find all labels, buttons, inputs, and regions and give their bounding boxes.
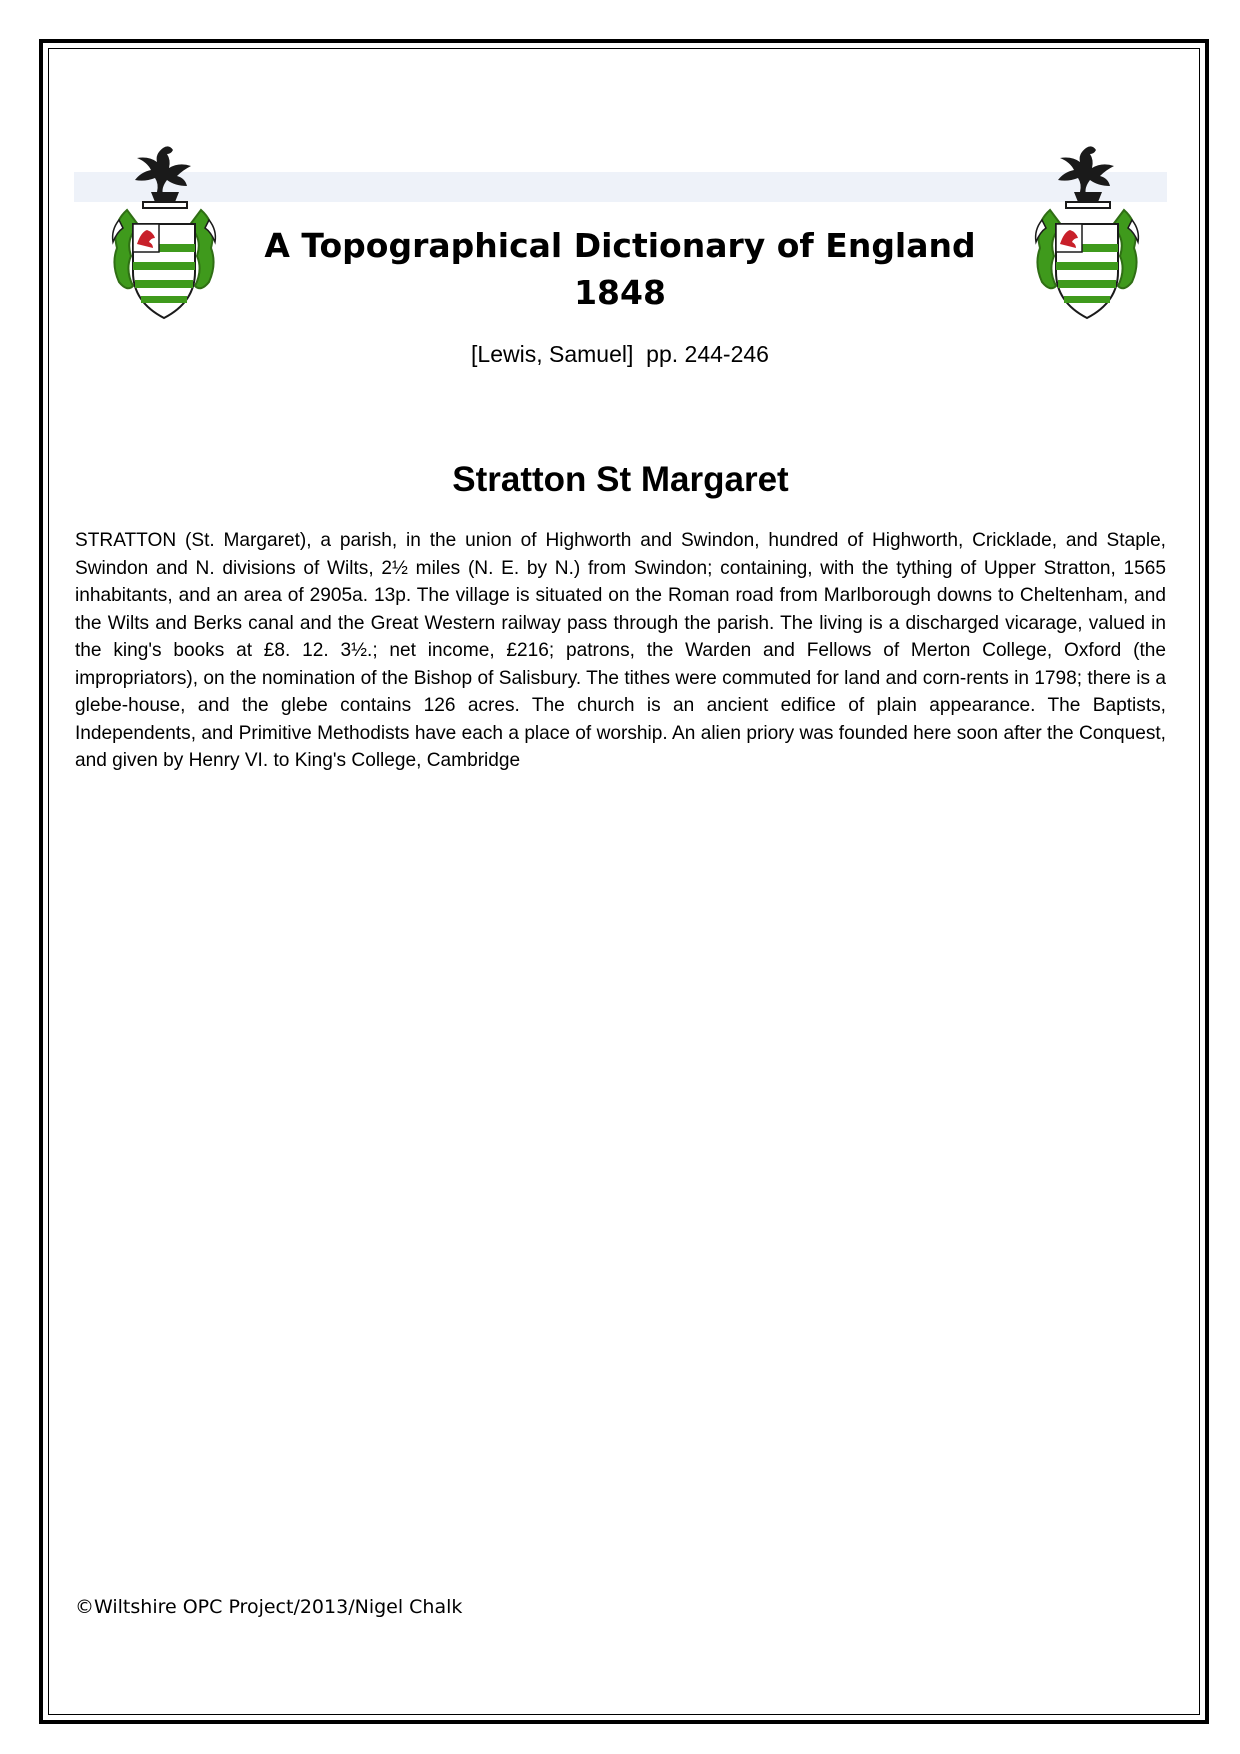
footer-copyright: ©Wiltshire OPC Project/2013/Nigel Chalk bbox=[75, 1596, 463, 1618]
title-line-1: A Topographical Dictionary of England bbox=[264, 226, 976, 265]
title-line-2: 1848 bbox=[574, 273, 666, 312]
header-band bbox=[74, 172, 1167, 202]
source-citation: [Lewis, Samuel] pp. 244-246 bbox=[471, 341, 769, 367]
coat-of-arms-icon bbox=[105, 140, 223, 330]
body-paragraph: STRATTON (St. Margaret), a parish, in the union of Highworth and Swindon, hundred of Highworth, Cricklade, and Staple, Swindon and N. divisions of Wilts, 2½ miles (N. E. by N.) from Swindon; containing, with the tything of Upper Stratton, 1565 inhabitants, and an area of 2905a. 13p. The village is situated on the Roman road from Marlborough downs to Cheltenham, and the Wilts and Berks canal and the Great Western railway pass through the parish. The living is a discharged vicarage, valued in the king's books at £8. 12. 3½.; net income, £216; patrons, the Warden and Fellows of Merton College, Oxford (the impropriators), on the nomination of the Bishop of Salisbury. The tithes were commuted for land and corn-rents in 1798; there is a glebe-house, and the glebe contains 126 acres. The church is an ancient edifice of plain appearance. The Baptists, Independents, and Primitive Methodists have each a place of worship. An alien priory was founded here soon after the Conquest, and given by Henry VI. to King's College, Cambridge bbox=[75, 530, 1166, 771]
document-title bbox=[230, 222, 1010, 316]
section-heading: Stratton St Margaret bbox=[452, 460, 789, 499]
coat-of-arms-icon bbox=[1028, 140, 1146, 330]
